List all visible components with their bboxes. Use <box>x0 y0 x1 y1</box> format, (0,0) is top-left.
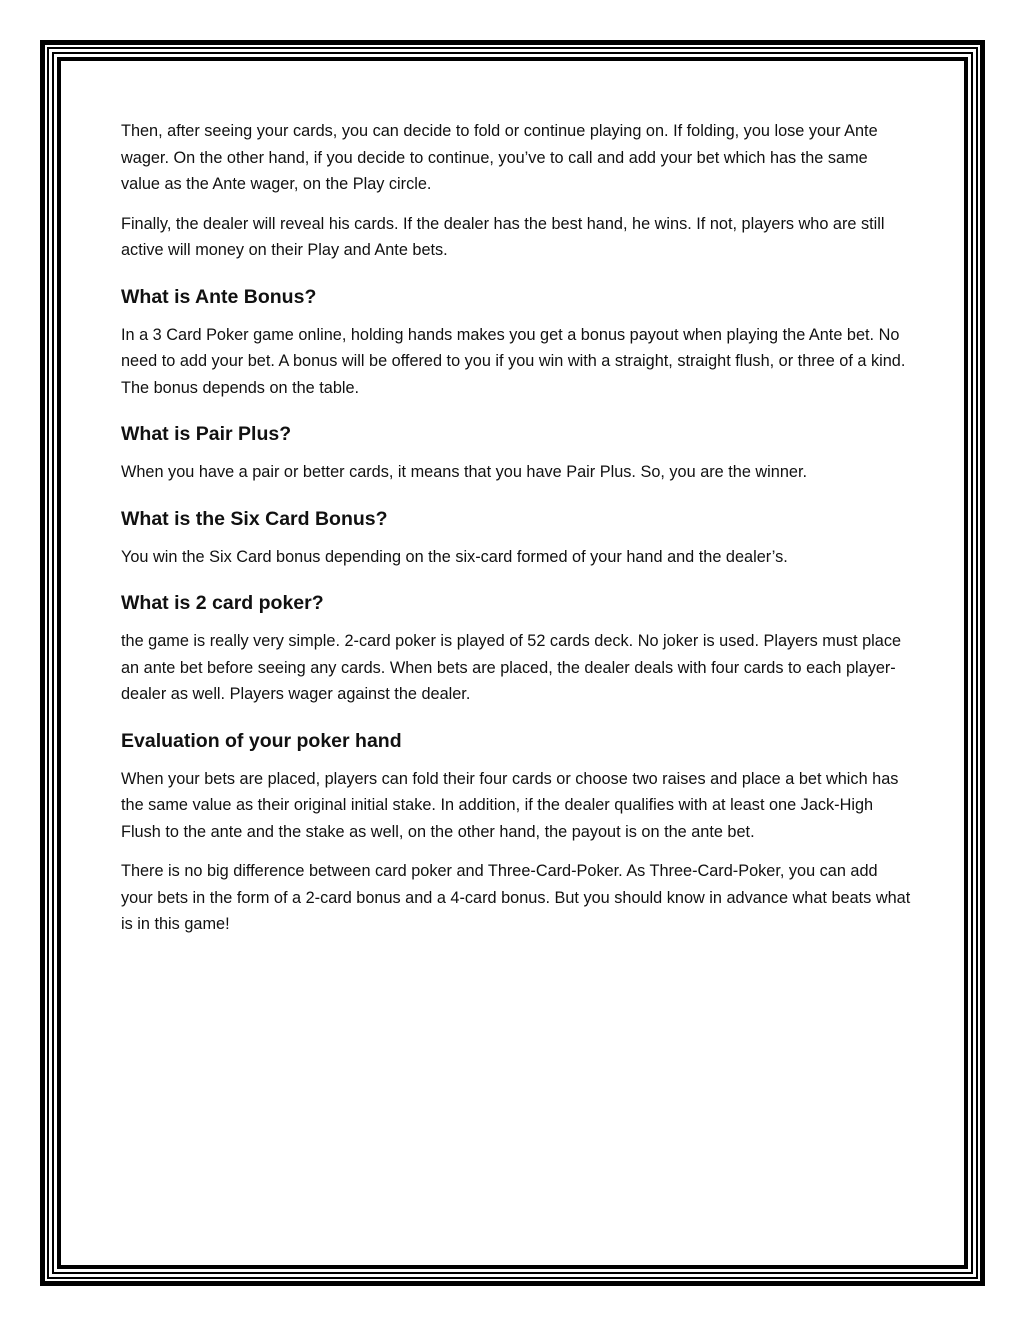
document-body <box>121 118 911 951</box>
heading-2-card-poker: What is 2 card poker? <box>121 592 324 614</box>
paragraph-2-card-poker: the game is really very simple. 2-card poker is played of 52 cards deck. No joker is used. Players must place an ante bet before seeing any cards. When bets are placed, the dealer deals with four cards to each player-dealer as well. Players wager against the dealer. <box>121 632 902 703</box>
paragraph-pair-plus: When you have a pair or better cards, it means that you have Pair Plus. So, you are the winner. <box>121 463 807 481</box>
paragraph-six-card-bonus: You win the Six Card bonus depending on the six-card formed of your hand and the dealer’s. <box>121 547 788 566</box>
heading-six-card-bonus: What is the Six Card Bonus? <box>121 507 388 530</box>
heading-ante-bonus: What is Ante Bonus? <box>121 285 317 308</box>
paragraph-dealer-reveal: Finally, the dealer will reveal his cards. If the dealer has the best hand, he wins. If not, players who are still active will money on their Play and Ante bets. <box>121 214 885 259</box>
heading-pair-plus: What is Pair Plus? <box>121 423 292 445</box>
paragraph-hand-evaluation: When your bets are placed, players can fold their four cards or choose two raises and place a bet which has the same value as their original initial stake. In addition, if the dealer qualifies with at least one Jack-High Flush to the ante and the stake as well, on the other hand, the payout is on the ante bet. <box>121 769 899 841</box>
paragraph-ante-bonus: In a 3 Card Poker game online, holding hands makes you get a bonus payout when playing the Ante bet. No need to add your bet. A bonus will be offered to you if you win with a straight, straight flush, or three of a kind. The bonus depends on the table. <box>121 325 906 397</box>
paragraph-fold-or-continue: Then, after seeing your cards, you can decide to fold or continue playing on. If folding, you lose your Ante wager. On the other hand, if you decide to continue, you’ve to call and add your bet which has the same value as the Ante wager, on the Play circle. <box>121 122 878 193</box>
paragraph-comparison: There is no big difference between card poker and Three-Card-Poker. As Three-Card-Poker, you can add your bets in the form of a 2-card bonus and a 4-card bonus. But you should know in advance what beats what is in this game! <box>121 862 911 933</box>
heading-hand-evaluation: Evaluation of your poker hand <box>121 729 402 752</box>
